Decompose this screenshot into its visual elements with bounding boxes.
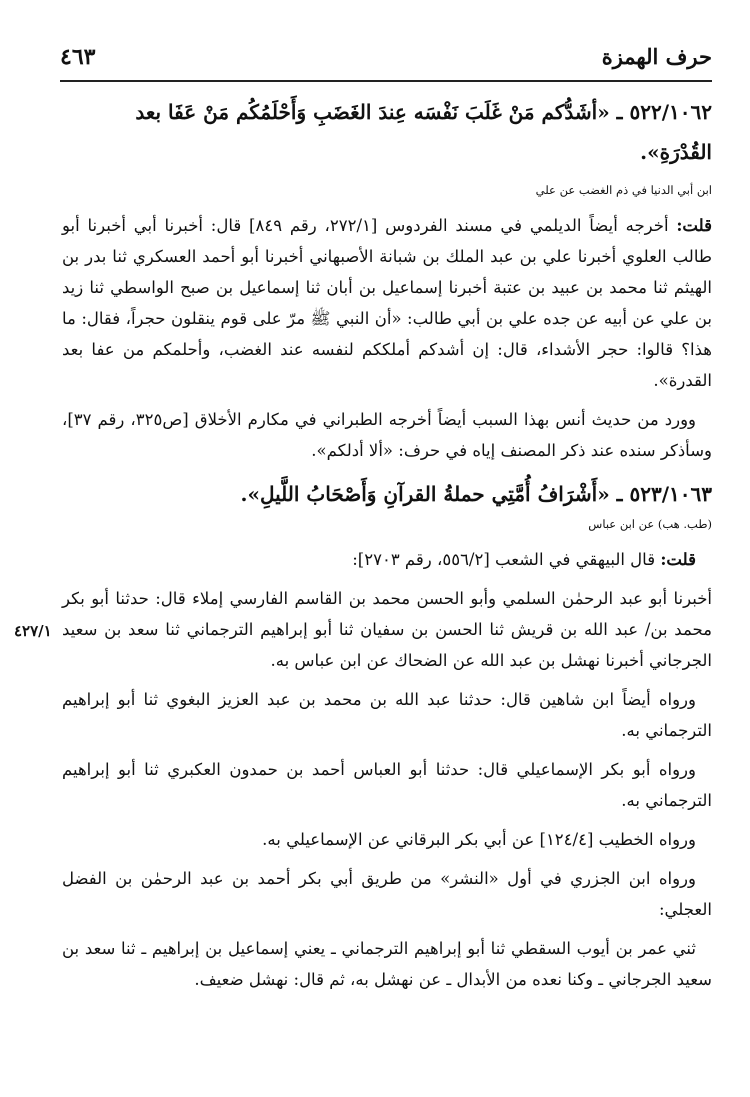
commentary-paragraph: ورواه الخطيب [١٢٤/٤] عن أبي بكر البرقاني عن الإسماعيلي به. bbox=[262, 830, 696, 849]
commentary-paragraph: ورواه ابن الجزري في أول «النشر» من طريق أبي بكر أحمد بن عبد الرحمٰن بن الفضل العجلي: bbox=[62, 869, 712, 919]
page-body bbox=[62, 92, 712, 1003]
commentary-paragraph: ورواه أيضاً ابن شاهين قال: حدثنا عبد الله بن محمد بن عبد العزيز البغوي ثنا أبو إبراهيم الترجماني به. bbox=[62, 690, 712, 740]
page-number: ٤٦٣ bbox=[60, 44, 96, 70]
margin-marker: ٤٢٧/١ bbox=[14, 622, 52, 640]
hadith-source: ابن أبي الدنيا في ذم الغضب عن علي bbox=[535, 183, 712, 197]
commentary-paragraph: ثني عمر بن أيوب السقطي ثنا أبو إبراهيم الترجماني ـ يعني إسماعيل بن إبراهيم ـ ثنا سعد بن سعيد الجرجاني ـ وكنا نعده من الأبدال ـ عن نهشل به، ثم قال: نهشل ضعيف. bbox=[62, 939, 712, 989]
hadith-text: ٥٢٣/١٠٦٣ ـ «أَشْرَافُ أُمَّتِي حملةُ القرآنِ وَأَصْحَابُ اللَّيلِ». bbox=[240, 482, 712, 506]
commentary-paragraph: ورواه أبو بكر الإسماعيلي قال: حدثنا أبو العباس أحمد بن حمدون العكبري ثنا أبو إبراهيم الترجماني به. bbox=[62, 760, 712, 810]
page-header bbox=[60, 40, 712, 82]
commentary-paragraph bbox=[62, 544, 712, 575]
qult-label: قلت: bbox=[676, 216, 712, 235]
commentary-text: أخرجه أيضاً الديلمي في مسند الفردوس [٢٧٢/١، رقم ٨٤٩] قال: أخبرنا أبي أخبرنا أبو طالب العلوي أخبرنا علي بن عبد الملك بن شبانة الأصبهاني أخبرنا أبو أحمد العسكري ثنا بدر بن الهيثم ثنا محمد بن عبيد بن عتبة أخبرنا إسماعيل بن أبان ثنا إسماعيل بن صبح الواسطي ثنا زيد بن علي عن أبيه عن جده علي بن أبي طالب: «أن النبي ﷺ مرّ على قوم ينقلون حجراً، فقال: ما هذا؟ قالوا: حجر الأشداء، قال: إن أشدكم أملككم لنفسه عند الغضب، وأحلمكم من عفا بعد القدرة». bbox=[62, 216, 712, 390]
chapter-title: حرف الهمزة bbox=[601, 44, 712, 69]
commentary-text: قال البيهقي في الشعب [٥٥٦/٢، رقم ٢٧٠٣]: bbox=[352, 550, 656, 569]
commentary-paragraph bbox=[62, 210, 712, 396]
commentary-paragraph: أخبرنا أبو عبد الرحمٰن السلمي وأبو الحسن محمد بن القاسم الفارسي إملاء قال: حدثنا أبو بكر محمد بن/ عبد الله بن قريش ثنا الحسن بن سفيان ثنا أبو إبراهيم الترجماني ثنا سعد بن سعيد الجرجاني أخبرنا نهشل بن عبد الله عن الضحاك عن ابن عباس به. bbox=[62, 589, 712, 670]
commentary-paragraph: وورد من حديث أنس بهذا السبب أيضاً أخرجه الطبراني في مكارم الأخلاق [ص٣٢٥، رقم ٣٧]، وسأذكر سنده عند ذكر المصنف إياه في حرف: «ألا أدلكم». bbox=[62, 410, 712, 460]
hadith-source: (طب. هب) عن ابن عباس bbox=[588, 517, 712, 531]
hadith-text: ٥٢٢/١٠٦٢ ـ «أشَدُّكم مَنْ غَلَبَ نَفْسَه عِندَ الغَضَبِ وَأَحْلَمُكُم مَنْ عَفَا بعد القُدْرَةِ». bbox=[135, 100, 712, 164]
qult-label: قلت: bbox=[660, 550, 696, 569]
